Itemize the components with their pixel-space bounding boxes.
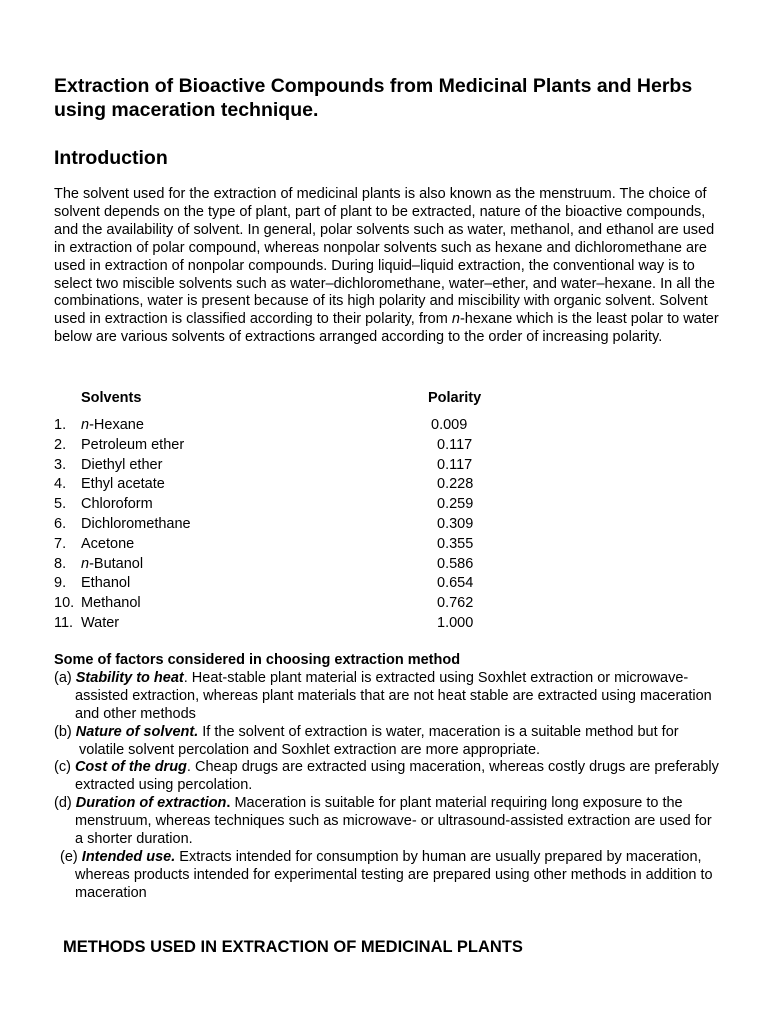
polarity-value: 0.117 [437, 436, 473, 453]
row-number: 8. [54, 555, 67, 572]
row-number: 3. [54, 456, 67, 473]
table-row [54, 515, 554, 535]
polarity-value: 1.000 [437, 614, 474, 631]
row-number: 7. [54, 535, 67, 552]
row-number: 2. [54, 436, 67, 453]
solvent-name: Acetone [81, 535, 135, 552]
factor-text: Heat-stable plant material is extracted using Soxhlet extraction or microwave-assisted extraction, whereas plant materials that are not heat stable are extracted using maceration and other methods [75, 669, 712, 722]
solvent-name: Water [81, 614, 120, 631]
solvent-name [81, 416, 144, 436]
solvent-name-text: -Butanol [89, 555, 144, 572]
factor-text: Cheap drugs are extracted using maceration, whereas costly drugs are preferably extracted using percolation. [75, 759, 719, 794]
factor-item [54, 670, 722, 724]
factor-term: Stability to heat [75, 669, 184, 686]
table-row [54, 555, 554, 575]
solvent-name: Petroleum ether [81, 436, 185, 453]
factor-text: Maceration is suitable for plant material requiring long exposure to the menstruum, whereas techniques such as microwave- or ultrasound-assisted extraction are used for a shorter duration. [75, 795, 712, 848]
table-row [54, 495, 554, 515]
table-row [54, 574, 554, 594]
table-row [54, 535, 554, 555]
row-number: 11. [54, 614, 74, 631]
solvent-name: Chloroform [81, 496, 153, 513]
table-row [54, 614, 554, 634]
factor-term: Intended use. [81, 848, 176, 865]
introduction-heading: Introduction [54, 147, 168, 169]
polarity-table-header [54, 390, 554, 408]
solvent-name: Ethyl acetate [81, 476, 165, 493]
solvent-name: Methanol [81, 595, 141, 612]
polarity-value: 0.228 [437, 476, 474, 493]
table-row [54, 436, 554, 456]
document-title: Extraction of Bioactive Compounds from Medicinal Plants and Herbs using maceration technique. [54, 75, 693, 121]
solvent-prefix: n [81, 555, 90, 572]
table-row [54, 594, 554, 614]
factor-item [54, 759, 722, 795]
polarity-value: 0.309 [437, 515, 474, 532]
polarity-value: 0.355 [437, 535, 474, 552]
table-row [54, 456, 554, 476]
factors-heading: Some of factors considered in choosing extraction method [54, 652, 461, 668]
intro-text-part-2: -hexane which is the least polar to water below are various solvents of extractions arranged according to the order of increasing polarity. [54, 311, 719, 346]
factor-text: If the solvent of extraction is water, maceration is a suitable method but for volatile solvent percolation and Soxhlet extraction are more appropriate. [79, 723, 679, 758]
solvent-name-text: -Hexane [89, 417, 144, 433]
factor-punct: . [183, 669, 188, 686]
solvent-name: Ethanol [81, 575, 131, 592]
solvent-name: Dichloromethane [81, 515, 191, 532]
solvent-name [81, 555, 143, 575]
factor-letter: (e) [60, 848, 78, 865]
solvent-prefix: n [81, 417, 90, 433]
header-polarity: Polarity [428, 390, 482, 406]
factor-text: Extracts intended for consumption by human are usually prepared by maceration, whereas products intended for experimental testing are prepared using other methods in addition to maceration [75, 848, 713, 901]
row-number: 6. [54, 515, 67, 532]
header-solvents: Solvents [81, 390, 142, 406]
factors-section [54, 652, 722, 903]
factor-item [54, 849, 722, 903]
polarity-table-body [54, 416, 554, 634]
polarity-value: 0.654 [437, 575, 474, 592]
intro-text-part-1: The solvent used for the extraction of medicinal plants is also known as the menstruum. The choice of solvent depends on the type of plant, part of plant to be extracted, nature of the bioactive compounds, and the availability of solvent. In general, polar solvents such as water, methanol, and ethanol are used in extraction of polar compound, whereas nonpolar solvents such as hexane and dichloromethane are used in extraction of nonpolar compounds. During liquid–liquid extraction, the conventional way is to select two miscible solvents such as water–dichloromethane, water–ether, and water–hexane. In all the combinations, water is present because of its high polarity and miscibility with organic solvent. Solvent used in extraction is classified according to their polarity, from [54, 186, 715, 328]
factor-term: Duration of extraction [75, 795, 227, 812]
methods-heading: METHODS USED IN EXTRACTION OF MEDICINAL PLANTS [63, 938, 523, 956]
row-number: 5. [54, 496, 67, 513]
table-row [54, 416, 554, 436]
introduction-paragraph [54, 186, 722, 347]
row-number: 9. [54, 575, 67, 592]
polarity-value: 0.586 [437, 555, 474, 572]
factor-letter: (c) [54, 759, 71, 776]
factor-punct: . [226, 795, 231, 812]
factor-term: Nature of solvent. [75, 723, 199, 740]
polarity-value: 0.762 [437, 595, 474, 612]
polarity-value: 0.117 [437, 456, 473, 473]
row-number: 10. [54, 595, 75, 612]
row-number: 1. [54, 417, 67, 433]
row-number: 4. [54, 476, 67, 493]
factor-item [54, 724, 722, 760]
table-row [54, 475, 554, 495]
factor-letter: (d) [54, 795, 72, 812]
factor-letter: (b) [54, 723, 72, 740]
solvent-name: Diethyl ether [81, 456, 163, 473]
factor-letter: (a) [54, 669, 72, 686]
factor-item [54, 795, 722, 849]
factor-punct: . [186, 759, 191, 776]
polarity-value: 0.009 [431, 417, 468, 433]
intro-italic-n: n [451, 311, 460, 328]
polarity-value: 0.259 [437, 496, 474, 513]
factor-term: Cost of the drug [74, 759, 187, 776]
